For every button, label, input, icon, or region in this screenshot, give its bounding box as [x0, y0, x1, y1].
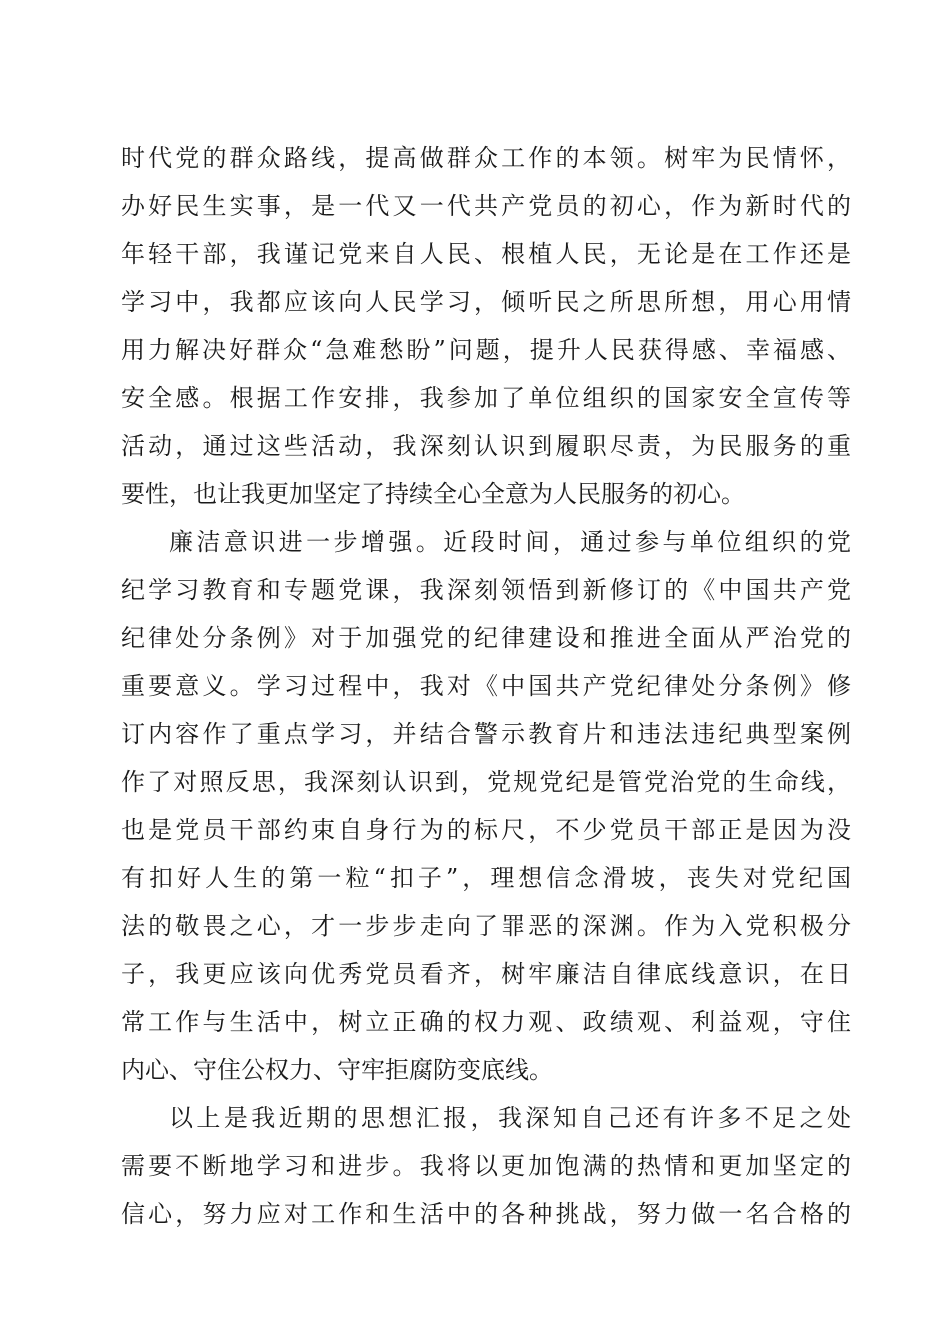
text-line: 安全感。根据工作安排，我参加了单位组织的国家安全宣传等 — [121, 384, 851, 412]
text-line: 办好民生实事，是一代又一代共产党员的初心，作为新时代的 — [121, 192, 851, 220]
text-line: 内心、守住公权力、守牢拒腐防变底线。 — [121, 1056, 553, 1084]
text-line: 法的敬畏之心，才一步步走向了罪恶的深渊。作为入党积极分 — [121, 912, 851, 940]
text-line: 需要不断地学习和进步。我将以更加饱满的热情和更加坚定的 — [121, 1152, 851, 1180]
text-line: 信心，努力应对工作和生活中的各种挑战，努力做一名合格的 — [121, 1200, 851, 1228]
text-line: 常工作与生活中，树立正确的权力观、政绩观、利益观，守住 — [121, 1008, 851, 1036]
text-line: 年轻干部，我谨记党来自人民、根植人民，无论是在工作还是 — [121, 240, 851, 268]
paragraph-first-line: 以上是我近期的思想汇报，我深知自己还有许多不足之处 — [169, 1104, 851, 1132]
text-line: 订内容作了重点学习，并结合警示教育片和违法违纪典型案例 — [121, 720, 851, 748]
text-line: 也是党员干部约束自身行为的标尺，不少党员干部正是因为没 — [121, 816, 851, 844]
text-line: 子，我更应该向优秀党员看齐，树牢廉洁自律底线意识，在日 — [121, 960, 851, 988]
text-line: 纪学习教育和专题党课，我深刻领悟到新修订的《中国共产党 — [121, 576, 851, 604]
paragraph-first-line: 廉洁意识进一步增强。近段时间，通过参与单位组织的党 — [169, 528, 851, 556]
text-line: 作了对照反思，我深刻认识到，党规党纪是管党治党的生命线， — [121, 768, 851, 796]
text-line: 纪律处分条例》对于加强党的纪律建设和推进全面从严治党的 — [121, 624, 851, 652]
text-line: 学习中，我都应该向人民学习，倾听民之所思所想，用心用情 — [121, 288, 851, 316]
text-line: 要性，也让我更加坚定了持续全心全意为人民服务的初心。 — [121, 480, 745, 508]
text-line: 重要意义。学习过程中，我对《中国共产党纪律处分条例》修 — [121, 672, 851, 700]
text-line: 有扣好人生的第一粒“扣子”，理想信念滑坡，丧失对党纪国 — [121, 864, 851, 892]
text-line: 用力解决好群众“急难愁盼”问题，提升人民获得感、幸福感、 — [121, 336, 851, 364]
text-line: 活动，通过这些活动，我深刻认识到履职尽责，为民服务的重 — [121, 432, 851, 460]
text-line: 时代党的群众路线，提高做群众工作的本领。树牢为民情怀， — [121, 144, 851, 172]
